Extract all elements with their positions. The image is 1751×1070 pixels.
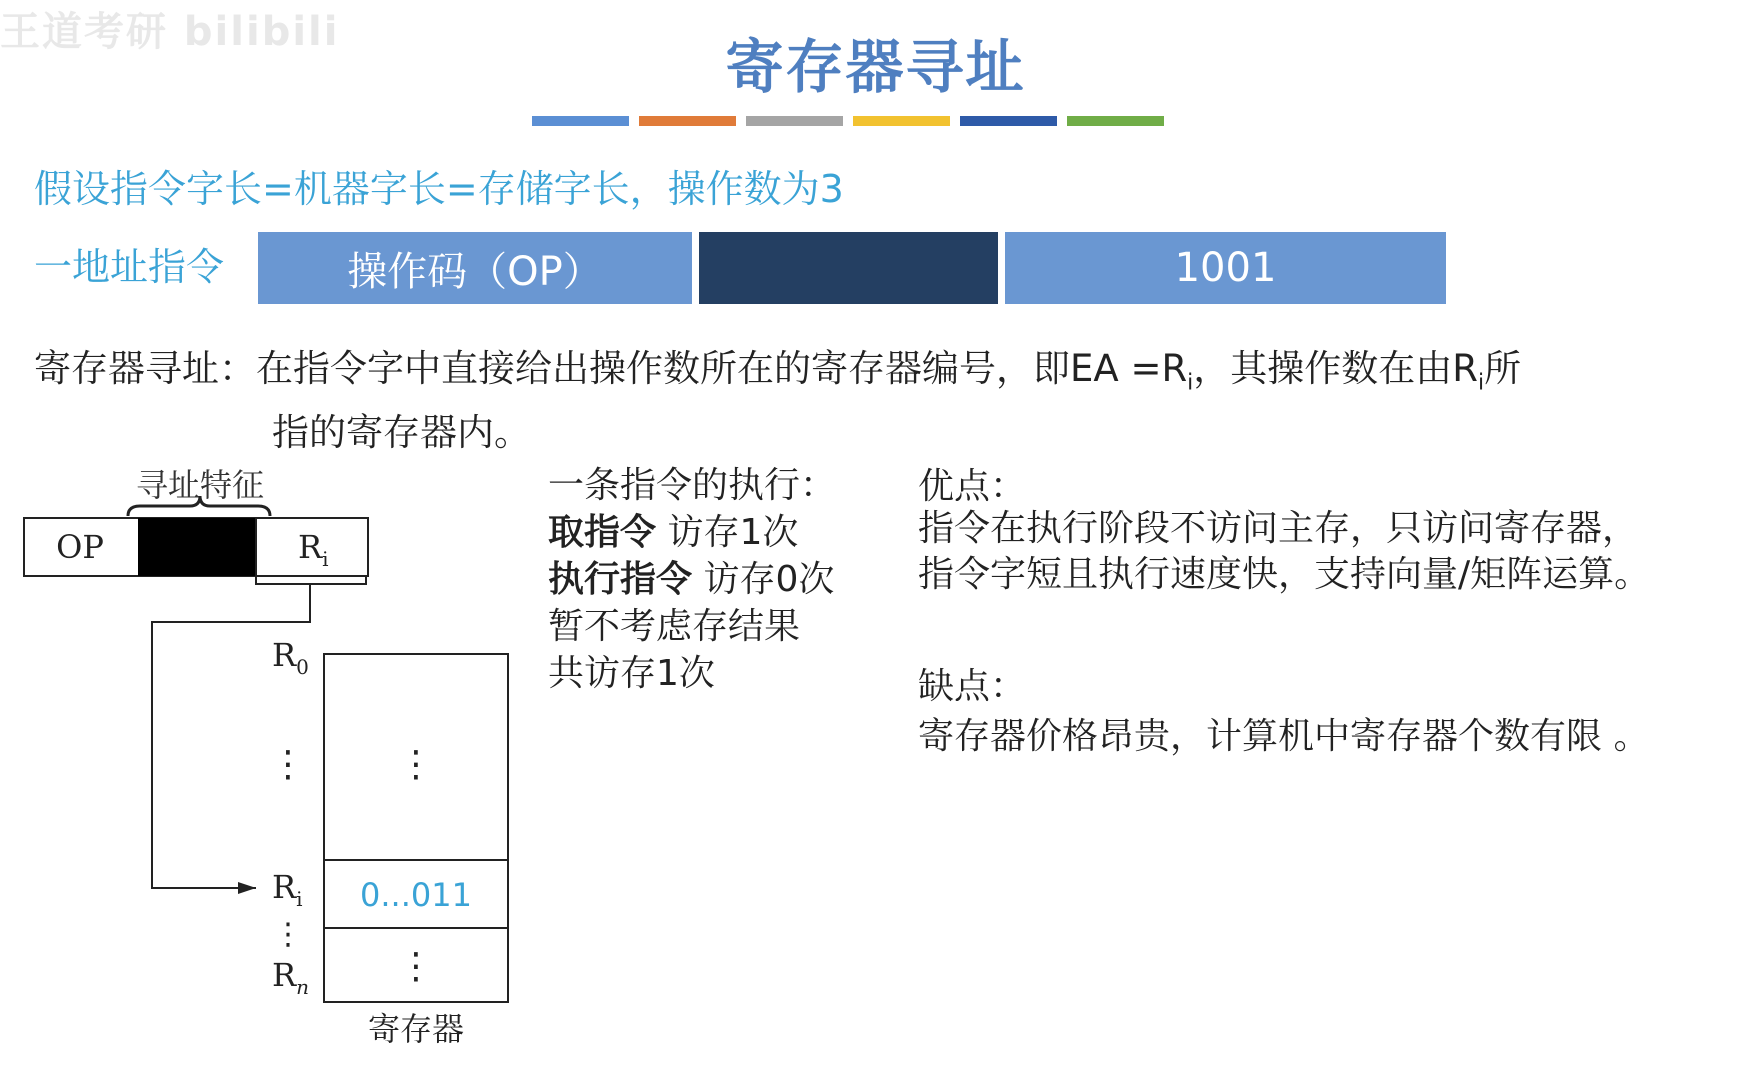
definition-text bbox=[34, 344, 1674, 458]
pros-line1: 指令在执行阶段不访问主存，只访问寄存器， bbox=[918, 508, 1639, 549]
color-bar-5 bbox=[960, 116, 1057, 126]
vdots-left: ⋮ bbox=[270, 744, 306, 785]
page-title: 寄存器寻址 bbox=[725, 33, 1026, 101]
feature-block bbox=[138, 518, 256, 576]
ri-label: $R_i$ bbox=[298, 528, 329, 571]
instruction-label: 一地址指令 bbox=[34, 245, 225, 289]
opcode-field: 操作码（OP） bbox=[258, 232, 692, 304]
op-label: OP bbox=[56, 528, 104, 566]
exec-execute: 执行指令 访存0次 bbox=[548, 559, 835, 600]
definition-line2: 指的寄存器内。 bbox=[272, 411, 531, 455]
ri-reg-label: $R_i$ bbox=[272, 868, 303, 911]
pros-text bbox=[918, 506, 1650, 598]
vdots-left2: ⋮ bbox=[273, 917, 303, 952]
register-caption: 寄存器 bbox=[367, 1010, 465, 1048]
arrow-head bbox=[238, 882, 256, 894]
color-bar-6 bbox=[1067, 116, 1164, 126]
assumption-text: 假设指令字长=机器字长=存储字长，操作数为3 bbox=[34, 167, 844, 211]
color-bar-3 bbox=[746, 116, 843, 126]
pros-line2: 指令字短且执行速度快，支持向量/矩阵运算。 bbox=[918, 554, 1651, 595]
definition-line1: 寄存器寻址：在指令字中直接给出操作数所在的寄存器编号，即EA $=R_i$，其操作数在由$R_i$所 bbox=[34, 347, 1522, 396]
color-bars bbox=[532, 116, 1164, 126]
r0-label: $R_0$ bbox=[272, 636, 309, 679]
execution-steps bbox=[548, 462, 836, 697]
color-bar-4 bbox=[853, 116, 950, 126]
watermark: 王道考研 bilibili bbox=[0, 9, 340, 55]
exec-total: 共访存1次 bbox=[548, 653, 715, 694]
instruction-format bbox=[258, 232, 1446, 304]
cons-title: 缺点： bbox=[918, 666, 1027, 707]
register-addressing-diagram bbox=[20, 458, 540, 1058]
addressing-feature-field bbox=[699, 232, 998, 304]
color-bar-1 bbox=[532, 116, 629, 126]
vdots-top: ⋮ bbox=[398, 744, 434, 785]
rn-label: $R_n$ bbox=[272, 956, 309, 999]
color-bar-2 bbox=[639, 116, 736, 126]
exec-fetch: 取指令 访存1次 bbox=[548, 512, 799, 553]
cons-text: 寄存器价格昂贵，计算机中寄存器个数有限 。 bbox=[918, 716, 1650, 757]
exec-note: 暂不考虑存结果 bbox=[548, 606, 801, 647]
pointer-line bbox=[152, 584, 310, 888]
pros-title: 优点： bbox=[918, 466, 1027, 507]
vdots-bottom: ⋮ bbox=[398, 946, 434, 987]
address-field: 1001 bbox=[1005, 232, 1446, 304]
exec-heading: 一条指令的执行： bbox=[548, 465, 837, 506]
register-value: 0...011 bbox=[360, 876, 472, 914]
feature-label: 寻址特征 bbox=[135, 466, 265, 504]
